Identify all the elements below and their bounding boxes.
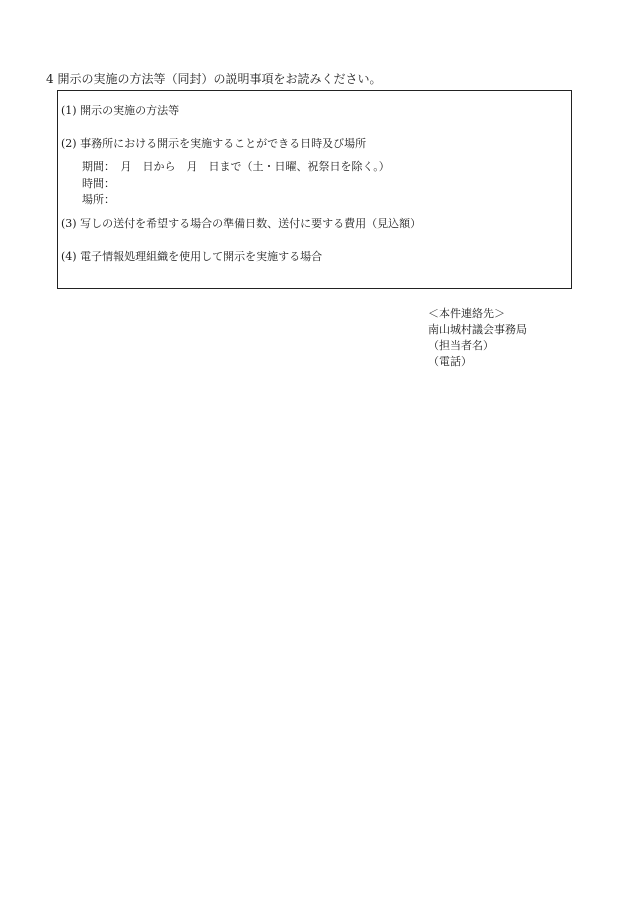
item-copy-delivery: (3) 写しの送付を希望する場合の準備日数、送付に要する費用（見込額） xyxy=(61,217,422,230)
contact-office: 南山城村議会事務局 xyxy=(428,323,527,336)
section-heading: 4 開示の実施の方法等（同封）の説明事項をお読みください。 xyxy=(46,72,382,86)
item-date-place: (2) 事務所における開示を実施することができる日時及び場所 xyxy=(61,137,367,150)
contact-person: （担当者名） xyxy=(428,339,494,352)
item-method: (1) 開示の実施の方法等 xyxy=(61,104,180,117)
contact-title: ＜本件連絡先＞ xyxy=(428,307,505,320)
schedule-place: 場所： xyxy=(82,193,115,206)
schedule-period: 期間： 月 日から 月 日まで（土・日曜、祝祭日を除く。） xyxy=(82,160,390,173)
item-electronic: (4) 電子情報処理組織を使用して開示を実施する場合 xyxy=(61,250,323,263)
schedule-time: 時間： xyxy=(82,177,115,190)
contact-phone: （電話） xyxy=(428,355,472,368)
